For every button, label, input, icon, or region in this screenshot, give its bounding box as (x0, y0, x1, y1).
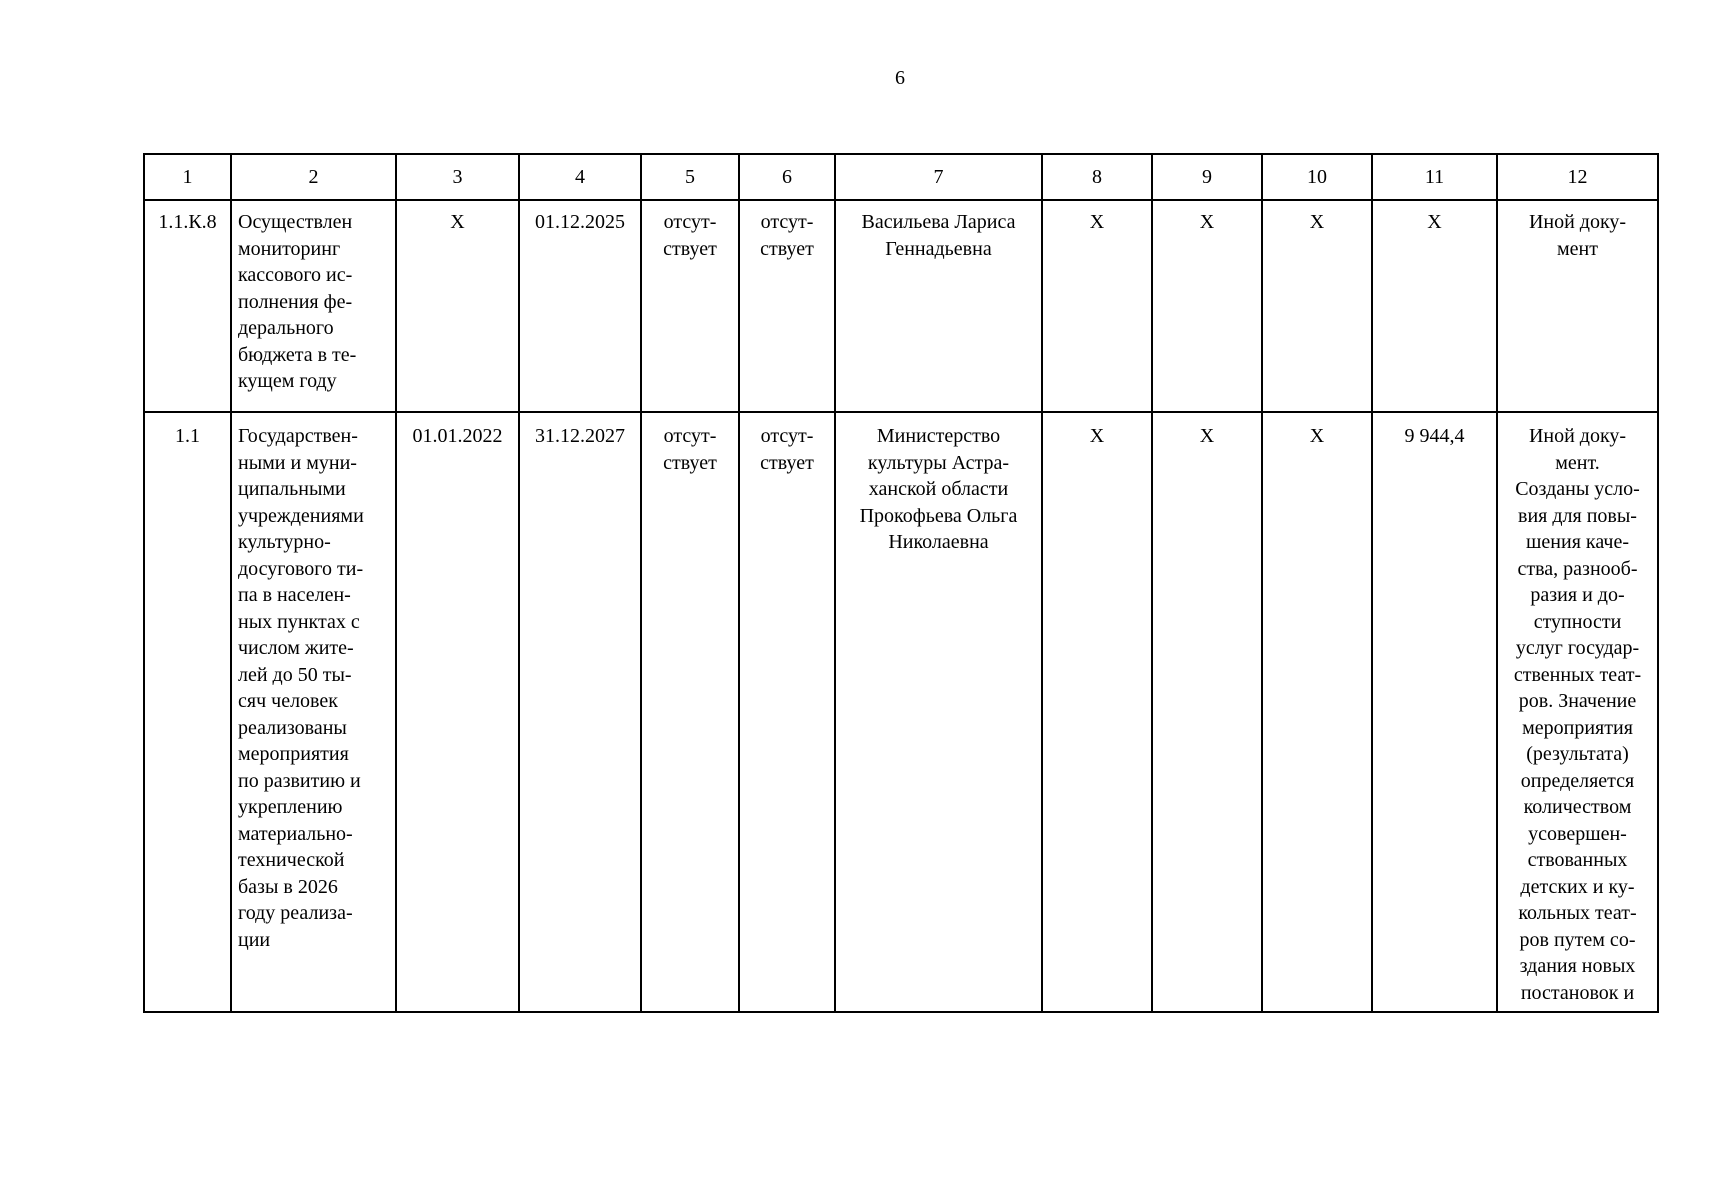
document-type-cell: Иной доку- мент (1497, 200, 1658, 412)
column-header: 10 (1262, 154, 1372, 200)
table-cell: Х (1042, 200, 1152, 412)
column-header: 11 (1372, 154, 1497, 200)
table-cell: отсут- ствует (641, 200, 739, 412)
start-date-cell: 01.01.2022 (396, 412, 519, 1012)
column-header: 9 (1152, 154, 1262, 200)
column-header: 4 (519, 154, 641, 200)
document-table (143, 153, 1659, 1013)
row-description: Государствен- ными и муни- ципальными учреждениями культурно- досугового ти- па в населен- ных пунктах с числом жите- лей до 50 ты- сяч человек реализованы мероприятия по развитию и укреплению материально- технической базы в 2026 году реализа- ции (231, 412, 396, 1012)
column-header: 12 (1497, 154, 1658, 200)
amount-cell: 9 944,4 (1372, 412, 1497, 1012)
responsible-cell: Министерство культуры Астра- ханской области Прокофьева Ольга Николаевна (835, 412, 1042, 1012)
end-date-cell: 01.12.2025 (519, 200, 641, 412)
table-header-row (144, 154, 1658, 200)
column-header: 1 (144, 154, 231, 200)
table-row (144, 412, 1658, 1012)
responsible-cell: Васильева Лариса Геннадьевна (835, 200, 1042, 412)
start-date-cell: Х (396, 200, 519, 412)
column-header: 7 (835, 154, 1042, 200)
table-cell: Х (1262, 200, 1372, 412)
table-cell: Х (1152, 412, 1262, 1012)
row-code: 1.1 (144, 412, 231, 1012)
table-cell: Х (1152, 200, 1262, 412)
column-header: 8 (1042, 154, 1152, 200)
column-header: 2 (231, 154, 396, 200)
column-header: 3 (396, 154, 519, 200)
table-row (144, 200, 1658, 412)
table-cell: отсут- ствует (739, 412, 835, 1012)
document-type-cell: Иной доку- мент. Созданы усло- вия для повы- шения каче- ства, разнооб- разия и до- ступности услуг государ- ственных теат- ров. Значение мероприятия (результата) определяется количеством усовершен- ствованных детских и ку- кольных теат- ров путем со- здания новых постановок и (1497, 412, 1658, 1012)
table-cell: Х (1042, 412, 1152, 1012)
table-cell: отсут- ствует (641, 412, 739, 1012)
row-code: 1.1.К.8 (144, 200, 231, 412)
column-header: 6 (739, 154, 835, 200)
table-cell: Х (1262, 412, 1372, 1012)
column-header: 5 (641, 154, 739, 200)
table-cell: отсут- ствует (739, 200, 835, 412)
page-number: 6 (895, 67, 905, 89)
row-description: Осуществлен мониторинг кассового ис- полнения фе- дерального бюджета в те- кущем году (231, 200, 396, 412)
end-date-cell: 31.12.2027 (519, 412, 641, 1012)
amount-cell: Х (1372, 200, 1497, 412)
